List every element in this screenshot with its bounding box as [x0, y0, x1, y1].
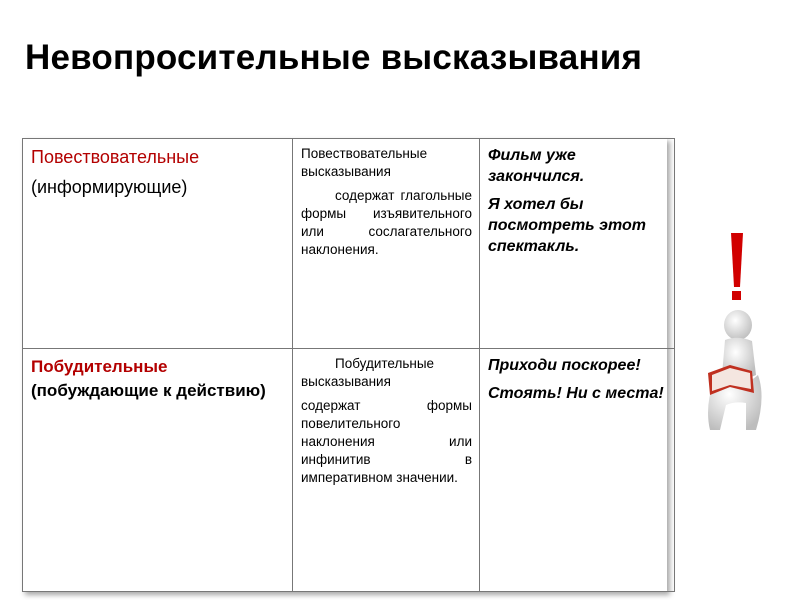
type-cell	[23, 139, 293, 349]
table-row	[23, 139, 675, 349]
page-title: Невопросительные высказывания	[25, 38, 643, 77]
exclamation-bar	[731, 233, 743, 287]
example-text: Я хотел бы посмотреть этот спектакль.	[488, 196, 646, 255]
description-line: содержат формы повелительного наклонения или инфинитив в императивном значении.	[301, 398, 472, 486]
figure-head	[724, 310, 752, 340]
person-reading-with-exclamation-icon	[700, 225, 770, 435]
type-subtitle: (побуждающие к действию)	[31, 381, 266, 401]
type-subtitle: (информирующие)	[31, 177, 188, 197]
examples-cell	[480, 349, 675, 592]
example-text: Фильм уже закончился.	[488, 147, 585, 185]
statement-types-table	[22, 138, 675, 592]
description-line: Повествовательные высказывания	[301, 146, 428, 179]
description-cell	[293, 349, 480, 592]
example-text: Стоять! Ни с места!	[488, 385, 664, 403]
examples-cell	[480, 139, 675, 349]
type-name: Повествовательные	[31, 147, 200, 167]
type-cell	[23, 349, 293, 592]
example-text: Приходи поскорее!	[488, 357, 641, 375]
description-line: Побудительные высказывания	[301, 356, 435, 390]
description-line: содержат глагольные формы изъявительного или сослагательного наклонения.	[301, 188, 472, 257]
table-row	[23, 349, 675, 592]
exclamation-dot	[732, 291, 741, 300]
description-cell	[293, 139, 480, 349]
type-name: Побудительные	[31, 357, 168, 377]
statement-types-table-container	[22, 138, 667, 592]
